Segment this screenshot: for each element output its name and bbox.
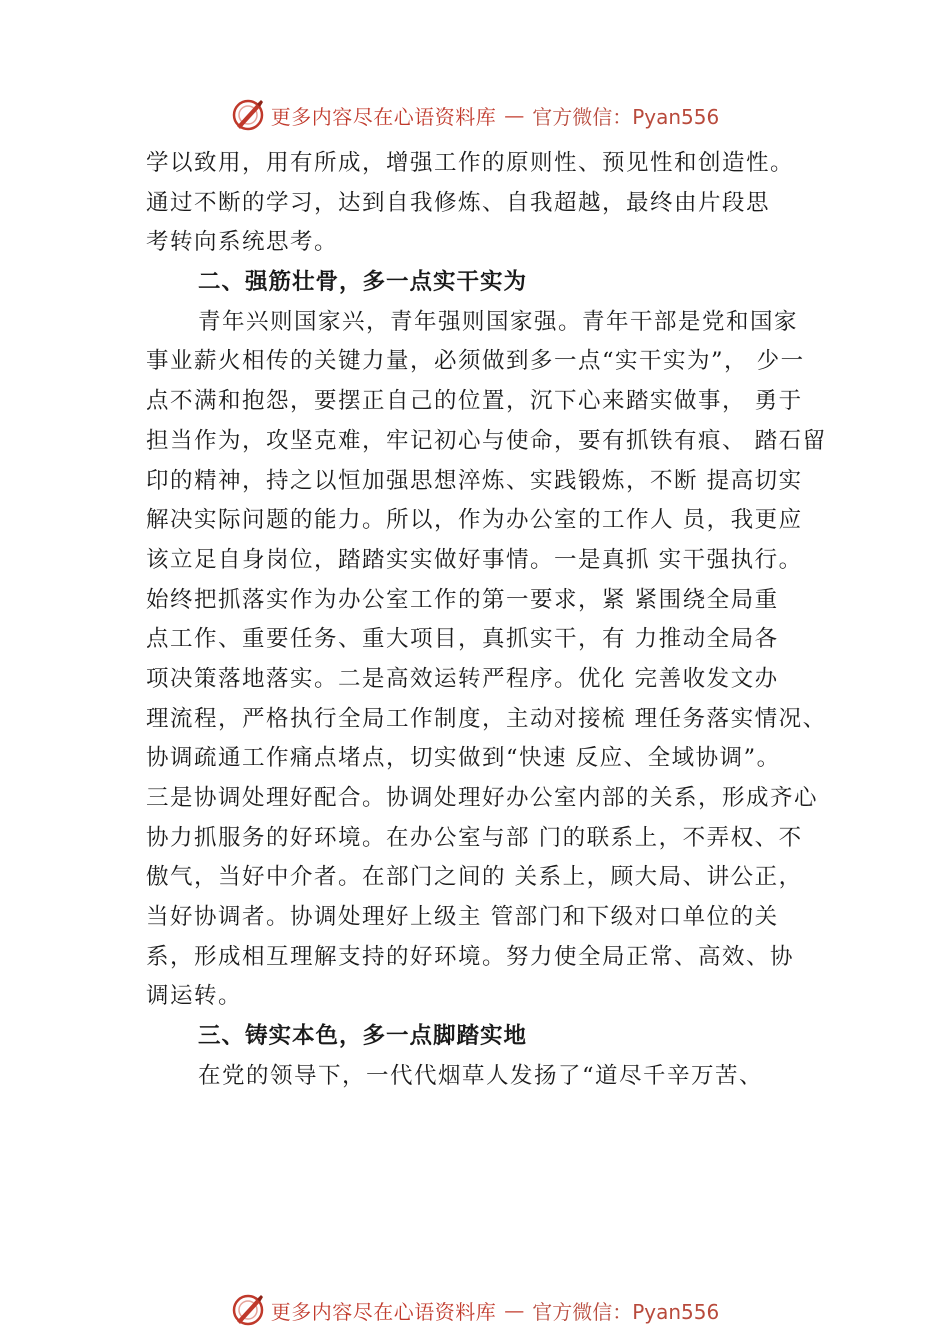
paragraph-line: 调运转。	[146, 983, 243, 1010]
paragraph-line: 在党的领导下，一代代烟草人发扬了“道尽千辛万苦、	[198, 1062, 764, 1089]
watermark-text: 更多内容尽在心语资料库	[270, 1299, 497, 1324]
paragraph-line: 傲气，当好中介者。在部门之间的 关系上，顾大局、讲公正，	[146, 864, 803, 891]
paragraph-line: 三是协调处理好配合。协调处理好办公室内部的关系，形成齐心	[146, 785, 819, 811]
section-heading: 三、铸实本色，多一点脚踏实地	[198, 1023, 528, 1050]
paragraph-line: 协调疏通工作痛点堵点，切实做到“快速 反应、全域协调”。	[146, 745, 781, 772]
paragraph-line: 该立足自身岗位，踏踏实实做好事情。一是真抓 实干强执行。	[146, 546, 803, 573]
paragraph-line: 事业薪火相传的关键力量，必须做到多一点“实干实为”， 少一	[146, 348, 805, 375]
paragraph-line: 担当作为，攻坚克难，牢记初心与使命，要有抓铁有痕、 踏石留	[146, 427, 827, 454]
watermark-wechat: 官方微信：Pyan556	[532, 104, 720, 129]
section-heading: 二、强筋壮骨，多一点实干实为	[198, 269, 528, 296]
paragraph-line: 当好协调者。协调处理好上级主 管部门和下级对口单位的关	[146, 904, 779, 931]
paragraph-line: 青年兴则国家兴，青年强则国家强。青年干部是党和国家	[198, 308, 799, 335]
pen-logo-icon	[231, 98, 265, 132]
header-watermark	[0, 95, 950, 135]
footer-watermark	[0, 1290, 950, 1330]
paragraph-line: 印的精神，持之以恒加强思想淬炼、实践锻炼，不断 提高切实	[146, 467, 803, 494]
paragraph-line: 通过不断的学习，达到自我修炼、自我超越，最终由片段思	[146, 189, 771, 216]
paragraph-line: 系，形成相互理解支持的好环境。努力使全局正常、高效、协	[146, 943, 795, 970]
paragraph-line: 始终把抓落实作为办公室工作的第一要求，紧 紧围绕全局重	[146, 586, 779, 613]
paragraph-line: 解决实际问题的能力。所以，作为办公室的工作人 员，我更应	[146, 507, 803, 534]
watermark-separator: —	[504, 103, 525, 127]
paragraph-line: 协力抓服务的好环境。在办公室与部 门的联系上，不弄权、不	[146, 824, 803, 851]
document-body	[146, 144, 846, 1097]
paragraph-line: 理流程，严格执行全局工作制度，主动对接梳 理任务落实情况、	[146, 705, 827, 732]
paragraph-line: 学以致用，用有所成，增强工作的原则性、预见性和创造性。	[146, 150, 795, 176]
paragraph-line: 考转向系统思考。	[146, 229, 339, 256]
paragraph-line: 点不满和抱怨，要摆正自己的位置，沉下心来踏实做事， 勇于	[146, 388, 803, 415]
watermark-separator: —	[504, 1298, 525, 1322]
pen-logo-icon	[231, 1293, 265, 1327]
watermark-text: 更多内容尽在心语资料库	[270, 104, 497, 129]
watermark-wechat: 官方微信：Pyan556	[532, 1299, 720, 1324]
paragraph-line: 点工作、重要任务、重大项目，真抓实干，有 力推动全局各	[146, 626, 779, 653]
paragraph-line: 项决策落地落实。二是高效运转严程序。优化 完善收发文办	[146, 665, 779, 692]
